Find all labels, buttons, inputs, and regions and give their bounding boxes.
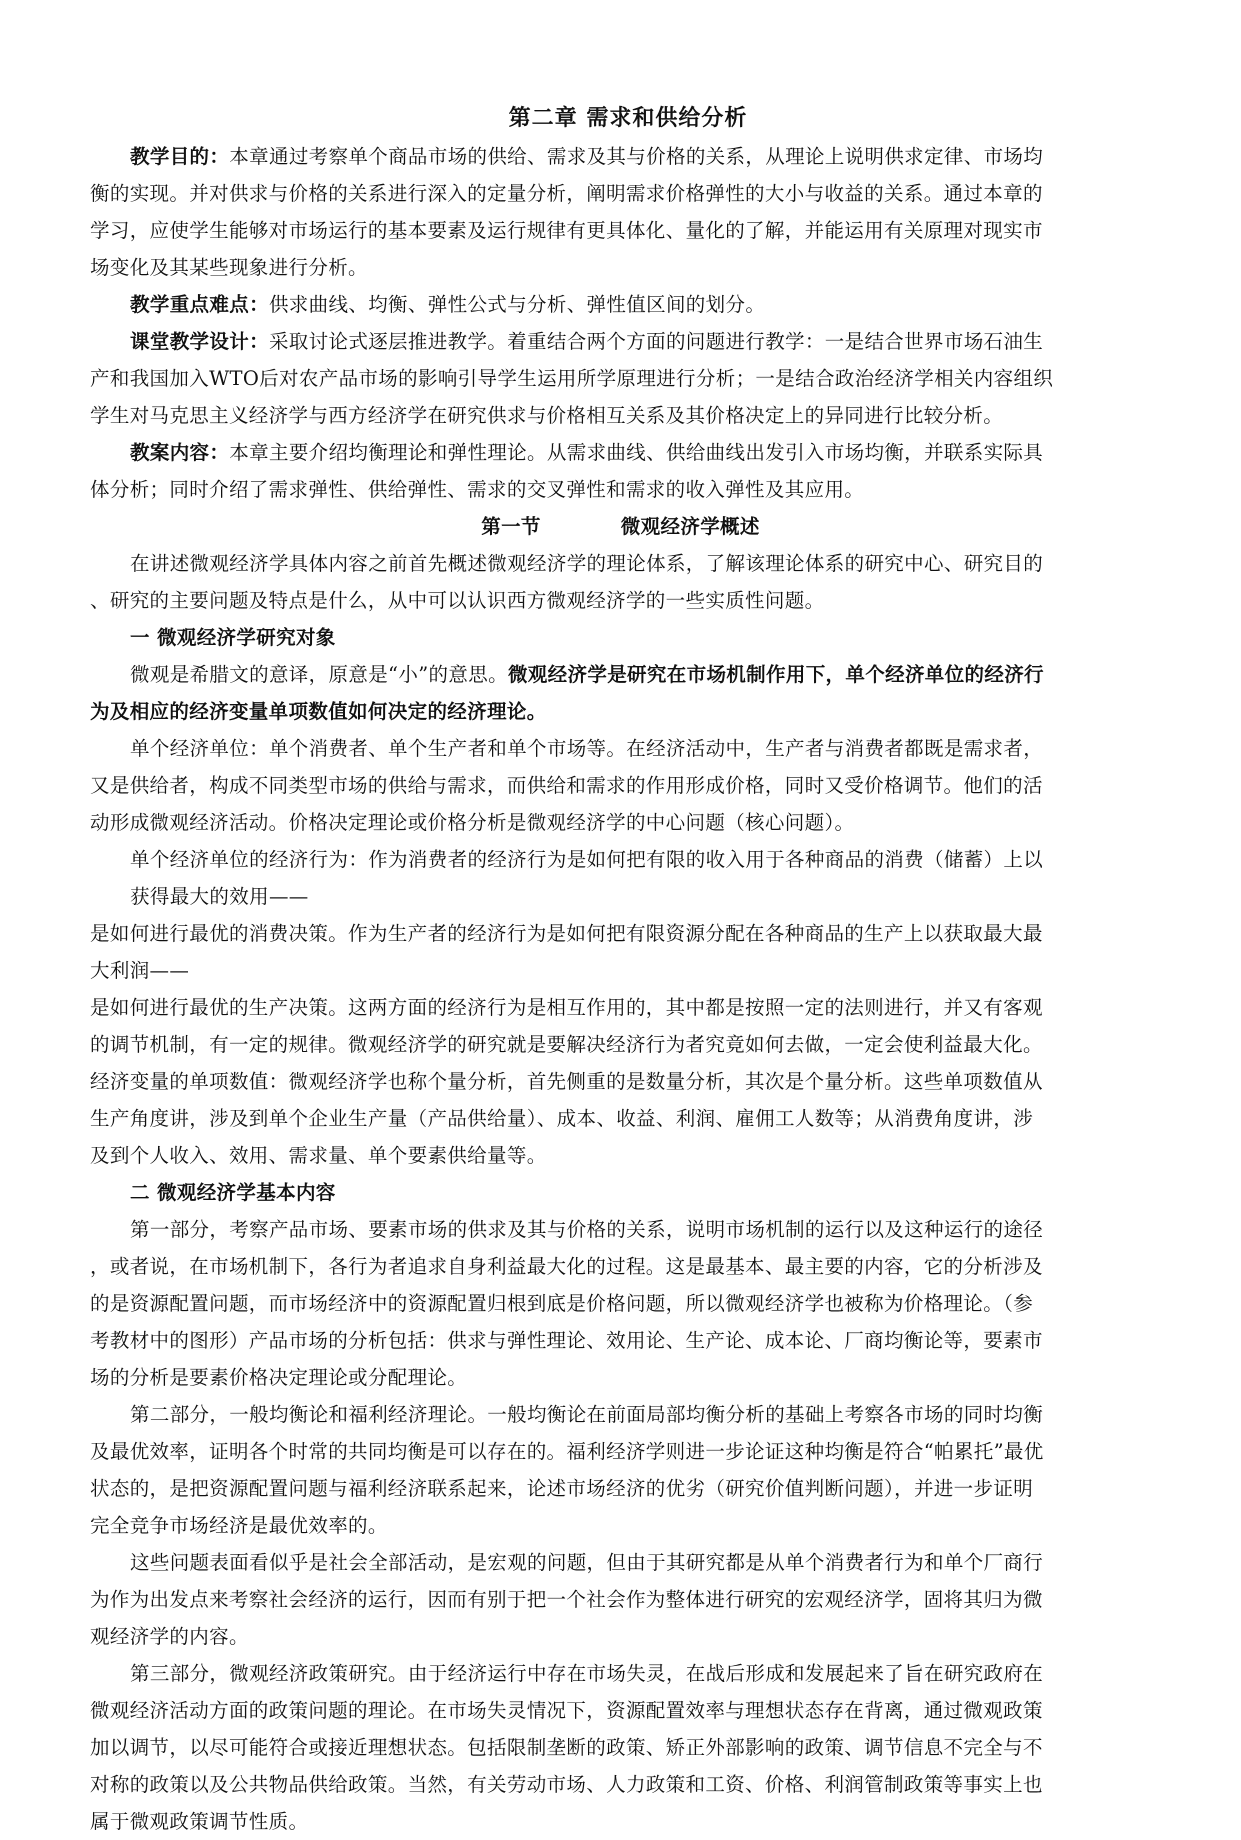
- part2-p1-line: 场的分析是要素价格决定理论或分配理论。: [90, 1366, 468, 1389]
- document-page: [90, 98, 1151, 1840]
- unit-line: 单个经济单位：单个消费者、单个生产者和单个市场等。在经济活动中，生产者与消费者都既是需求者，: [130, 737, 1044, 760]
- unit-line: 动形成微观经济活动。价格决定理论或价格分析是微观经济学的中心问题（核心问题）。: [90, 811, 855, 834]
- definition-line: 为及相应的经济变量单项数值如何决定的经济理论。: [90, 700, 547, 723]
- behavior-line: 是如何进行最优的消费决策。作为生产者的经济行为是如何把有限资源分配在各种商品的生产上以获取最大最: [90, 922, 1043, 945]
- definition-bold: 微观经济学是研究在市场机制作用下，单个经济单位的经济行: [507, 663, 1044, 686]
- content-line: [90, 434, 1151, 471]
- part2-p4-line: 微观经济活动方面的政策问题的理论。在市场失灵情况下，资源配置效率与理想状态存在背离，通过微观政策: [90, 1699, 1043, 1722]
- objective-text: 本章通过考察单个商品市场的供给、需求及其与价格的关系，从理论上说明供求定律、市场均: [229, 145, 1044, 168]
- design-line: 学生对马克思主义经济学与西方经济学在研究供求与价格相互关系及其价格决定上的异同进行比较分析。: [90, 404, 1004, 427]
- part2-p4-line: 加以调节，以尽可能符合或接近理想状态。包括限制垄断的政策、矫正外部影响的政策、调节信息不完全与不: [90, 1736, 1043, 1759]
- definition-line: [90, 656, 1151, 693]
- behavior-line: 生产角度讲，涉及到单个企业生产量（产品供给量）、成本、收益、利润、雇佣工人数等；从消费角度讲，涉: [90, 1107, 1034, 1130]
- design-line: 产和我国加入WTO后对农产品市场的影响引导学生运用所学原理进行分析；一是结合政治经济学相关内容组织: [90, 367, 1054, 390]
- part2-p4-line: 对称的政策以及公共物品供给政策。当然，有关劳动市场、人力政策和工资、价格、利润管制政策等事实上也: [90, 1773, 1043, 1796]
- part2-heading: 二 微观经济学基本内容: [130, 1181, 336, 1204]
- part2-p4-line: 属于微观政策调节性质。: [90, 1810, 309, 1833]
- part2-p2-line: 状态的，是把资源配置问题与福利经济联系起来，论述市场经济的优劣（研究价值判断问题），并进一步证明: [90, 1477, 1034, 1500]
- behavior-line: 的调节机制，有一定的规律。微观经济学的研究就是要解决经济行为者究竟如何去做，一定会使利益最大化。: [90, 1033, 1043, 1056]
- content-line: 体分析；同时介绍了需求弹性、供给弹性、需求的交叉弹性和需求的收入弹性及其应用。: [90, 478, 865, 501]
- part2-p3-line: 这些问题表面看似乎是社会全部活动，是宏观的问题，但由于其研究都是从单个消费者行为和单个厂商行: [130, 1551, 1044, 1574]
- part2-p4-line: 第三部分，微观经济政策研究。由于经济运行中存在市场失灵，在战后形成和发展起来了旨在研究政府在: [130, 1662, 1044, 1685]
- section-title: [90, 508, 1151, 545]
- part2-p2-line: 完全竞争市场经济是最优效率的。: [90, 1514, 388, 1537]
- objective-line: 衡的实现。并对供求与价格的关系进行深入的定量分析，阐明需求价格弹性的大小与收益的关系。通过本章的: [90, 182, 1043, 205]
- behavior-line: 获得最大的效用——: [130, 885, 309, 908]
- objective-line: [90, 138, 1151, 175]
- design-label: 课堂教学设计：: [130, 330, 269, 353]
- unit-line: 又是供给者，构成不同类型市场的供给与需求，而供给和需求的作用形成价格，同时又受价格调节。他们的活: [90, 774, 1043, 797]
- section-name: 微观经济学概述: [620, 515, 760, 538]
- behavior-line: 单个经济单位的经济行为：作为消费者的经济行为是如何把有限的收入用于各种商品的消费（储蓄）上以: [130, 848, 1044, 871]
- part2-p1-line: 的是资源配置问题，而市场经济中的资源配置归根到底是价格问题，所以微观经济学也被称为价格理论。（参: [90, 1292, 1034, 1315]
- behavior-line: 及到个人收入、效用、需求量、单个要素供给量等。: [90, 1144, 547, 1167]
- design-text: 采取讨论式逐层推进教学。着重结合两个方面的问题进行教学：一是结合世界市场石油生: [268, 330, 1044, 353]
- key-points-text: 供求曲线、均衡、弹性公式与分析、弹性值区间的划分。: [268, 293, 766, 316]
- behavior-line: 经济变量的单项数值：微观经济学也称个量分析，首先侧重的是数量分析，其次是个量分析。这些单项数值从: [90, 1070, 1043, 1093]
- part2-p1-line: 第一部分，考察产品市场、要素市场的供求及其与价格的关系，说明市场机制的运行以及这种运行的途径: [130, 1218, 1044, 1241]
- behavior-line: 大利润——: [90, 959, 190, 982]
- objective-label: 教学目的：: [130, 145, 230, 168]
- definition-plain: 微观是希腊文的意译，原意是“小”的意思。: [130, 663, 508, 686]
- part1-heading: 一 微观经济学研究对象: [130, 626, 336, 649]
- part2-p3-line: 为作为出发点来考察社会经济的运行，因而有别于把一个社会作为整体进行研究的宏观经济学，固将其归为微: [90, 1588, 1043, 1611]
- objective-line: 学习，应使学生能够对市场运行的基本要素及运行规律有更具体化、量化的了解，并能运用有关原理对现实市: [90, 219, 1043, 242]
- key-points-label: 教学重点难点：: [130, 293, 269, 316]
- section-number: 第一节: [481, 515, 541, 538]
- part2-p2-line: 第二部分，一般均衡论和福利经济理论。一般均衡论在前面局部均衡分析的基础上考察各市场的同时均衡: [130, 1403, 1044, 1426]
- section-intro-line: 、研究的主要问题及特点是什么，从中可以认识西方微观经济学的一些实质性问题。: [90, 589, 825, 612]
- part2-p1-line: 考教材中的图形）产品市场的分析包括：供求与弹性理论、效用论、生产论、成本论、厂商均衡论等，要素市: [90, 1329, 1043, 1352]
- section-intro-line: 在讲述微观经济学具体内容之前首先概述微观经济学的理论体系，了解该理论体系的研究中心、研究目的: [130, 552, 1044, 575]
- key-points-line: [90, 286, 1151, 323]
- objective-line: 场变化及其某些现象进行分析。: [90, 256, 368, 279]
- part2-p2-line: 及最优效率，证明各个时常的共同均衡是可以存在的。福利经济学则进一步论证这种均衡是符合“帕累托”最优: [90, 1440, 1044, 1463]
- behavior-line: 是如何进行最优的生产决策。这两方面的经济行为是相互作用的，其中都是按照一定的法则进行，并又有客观: [90, 996, 1043, 1019]
- part2-p3-line: 观经济学的内容。: [90, 1625, 249, 1648]
- content-label: 教案内容：: [130, 441, 230, 464]
- content-text: 本章主要介绍均衡理论和弹性理论。从需求曲线、供给曲线出发引入市场均衡，并联系实际具: [229, 441, 1044, 464]
- chapter-title: 第二章 需求和供给分析: [508, 105, 748, 131]
- design-line: [90, 323, 1151, 360]
- part2-p1-line: ，或者说，在市场机制下，各行为者追求自身利益最大化的过程。这是最基本、最主要的内容，它的分析涉及: [90, 1255, 1043, 1278]
